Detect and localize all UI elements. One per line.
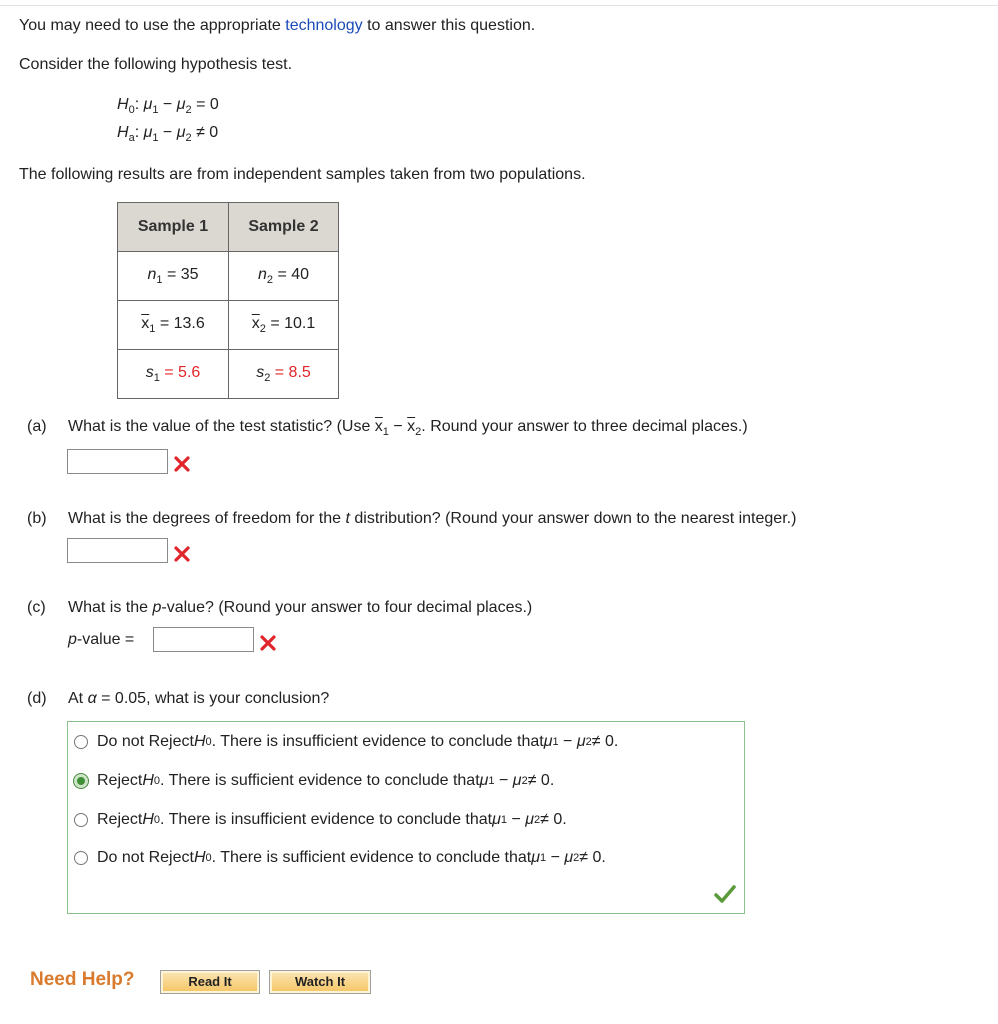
mu1-subscript: 1	[152, 104, 159, 116]
null-hypothesis: $H_0$: $\mu_1 - \mu_2 = 0$	[117, 96, 219, 116]
sub: 1	[149, 323, 156, 335]
choice-text: Reject	[97, 772, 143, 789]
table-row	[118, 252, 339, 301]
radio-button[interactable]	[74, 851, 88, 865]
mu1-subscript: 1	[152, 132, 159, 144]
sub: 0	[153, 814, 161, 826]
n2-value: = 40	[277, 266, 310, 283]
choice-text: ≠ 0.	[591, 733, 619, 750]
question-c-text	[68, 599, 532, 617]
choice-text: Do not Reject	[97, 849, 194, 866]
minus-sign: −	[499, 772, 509, 789]
x1-value: = 13.6	[159, 315, 205, 332]
mu-symbol: μ	[143, 124, 153, 141]
n1-cell: $n_1 = 35$	[118, 252, 229, 301]
sub: 2	[415, 426, 422, 438]
sub: 2	[573, 852, 580, 864]
qa-text-1: What is the value of the test statistic? (Use	[68, 418, 375, 435]
radio-button[interactable]	[74, 813, 88, 827]
h0-expression: = 0	[196, 96, 219, 113]
degrees-of-freedom-input[interactable]	[67, 538, 168, 563]
h-symbol: H	[117, 124, 129, 141]
mu2-subscript: 2	[185, 104, 192, 116]
sub: 1	[488, 775, 495, 787]
qa-text-2: . Round your answer to three decimal places.)	[421, 418, 748, 435]
test-statistic-input[interactable]	[67, 449, 168, 474]
question-c-label: (c)	[27, 599, 46, 616]
s1-value: = 5.6	[164, 364, 201, 381]
minus-sign: −	[550, 849, 560, 866]
s2-value: = 8.5	[274, 364, 311, 381]
sub: 1	[552, 736, 559, 748]
sub: 2	[534, 814, 541, 826]
incorrect-x-icon	[259, 634, 277, 652]
question-b-label: (b)	[27, 510, 47, 527]
read-it-button[interactable]: Read It	[160, 970, 260, 994]
choice-text: . There is insufficient evidence to conclude that	[211, 733, 544, 750]
intro-text-end: to answer this question.	[362, 17, 536, 34]
ha-subscript: a	[128, 132, 135, 144]
mu-symbol: μ	[479, 772, 489, 789]
choice-option[interactable]	[74, 811, 567, 829]
question-a-label: (a)	[27, 418, 47, 435]
sub: 2	[585, 736, 592, 748]
sub: 1	[382, 426, 389, 438]
minus-sign: −	[162, 124, 173, 141]
h-symbol: H	[193, 849, 206, 866]
sample-table	[117, 202, 339, 399]
choice-option[interactable]	[74, 849, 606, 867]
choice-text: ≠ 0.	[527, 772, 555, 789]
question-d-text	[68, 690, 329, 708]
table-row	[118, 350, 339, 399]
qd-text-1: At	[68, 690, 88, 707]
h-symbol: H	[142, 772, 154, 789]
minus-sign: −	[511, 811, 521, 828]
table-header-row	[118, 203, 339, 252]
p-value-label	[68, 631, 134, 649]
qb-t: t	[345, 510, 350, 527]
s1-cell: $s_1 = 5.6$	[118, 350, 229, 399]
conclusion-choices	[67, 721, 745, 914]
sub: 1	[500, 814, 507, 826]
table-row	[118, 301, 339, 350]
sub: 2	[264, 372, 271, 384]
x1-cell: $\overline{x}_1 = 13.6$	[118, 301, 229, 350]
choice-text: Do not Reject	[97, 733, 194, 750]
choice-text: ≠ 0.	[579, 849, 606, 866]
top-divider	[0, 5, 998, 6]
qd-text-2: = 0.05, what is your conclusion?	[96, 690, 330, 707]
mu-symbol: μ	[564, 849, 574, 866]
sub: 0	[153, 775, 161, 787]
s2-cell: $s_2 = 8.5$	[229, 350, 339, 399]
need-help-label: Need Help?	[30, 969, 135, 990]
choice-option[interactable]	[74, 733, 618, 751]
mu2-subscript: 2	[185, 132, 192, 144]
h-symbol: H	[142, 811, 154, 828]
incorrect-x-icon	[173, 545, 191, 563]
qc-text-1: What is the	[68, 599, 153, 616]
consider-text: Consider the following hypothesis test.	[19, 56, 293, 73]
sub: 2	[521, 775, 528, 787]
mu-symbol: μ	[525, 811, 535, 828]
header-sample-1: Sample 1	[118, 203, 229, 252]
choice-text: . There is insufficient evidence to conclude that	[160, 811, 493, 828]
minus-sign: −	[393, 418, 403, 435]
watch-it-button[interactable]: Watch It	[269, 970, 371, 994]
mu-symbol: μ	[543, 733, 553, 750]
qb-text-2: distribution? (Round your answer down to the nearest integer.)	[349, 510, 797, 527]
results-text: The following results are from independent samples taken from two populations.	[19, 166, 586, 183]
sub: 2	[266, 274, 273, 286]
sub: 0	[205, 852, 212, 864]
qc-text-2: -value? (Round your answer to four decimal places.)	[161, 599, 533, 616]
mu-symbol: μ	[512, 772, 522, 789]
mu-symbol: μ	[143, 96, 153, 113]
sub: 1	[540, 852, 547, 864]
ha-expression: ≠ 0	[196, 124, 219, 141]
sub: 1	[156, 274, 163, 286]
intro-line	[19, 17, 535, 35]
qc-p: p	[152, 599, 162, 616]
mu-symbol: μ	[176, 96, 186, 113]
mu-symbol: μ	[576, 733, 586, 750]
mu-symbol: μ	[176, 124, 186, 141]
choice-option-selected[interactable]	[74, 772, 554, 790]
p-value-label-text: -value =	[76, 631, 135, 648]
choice-text: . There is sufficient evidence to conclude that	[160, 772, 480, 789]
x2-value: = 10.1	[270, 315, 316, 332]
h0-subscript: 0	[128, 104, 135, 116]
header-sample-2: Sample 2	[229, 203, 339, 252]
technology-link[interactable]: technology	[285, 17, 363, 34]
qb-text-1: What is the degrees of freedom for the	[68, 510, 346, 527]
n2-cell: $n_2 = 40$	[229, 252, 339, 301]
p-value-input[interactable]	[153, 627, 254, 652]
question-b-text	[68, 510, 796, 528]
choice-text: ≠ 0.	[540, 811, 567, 828]
question-d-label: (d)	[27, 690, 47, 707]
radio-button[interactable]	[74, 735, 88, 749]
h-symbol: H	[193, 733, 206, 750]
minus-sign: −	[162, 96, 173, 113]
mu-symbol: μ	[492, 811, 501, 828]
sub: 1	[153, 372, 160, 384]
p-letter: p	[68, 631, 77, 648]
correct-check-icon	[714, 884, 736, 904]
intro-text: You may need to use the appropriate	[19, 17, 286, 34]
incorrect-x-icon	[173, 455, 191, 473]
choice-text: Reject	[97, 811, 143, 828]
question-a-text: What is the value of the test statistic? (Use $\overline{x}_1 - \overline{x}_2$. Round your answer to three decimal places.)	[68, 418, 748, 438]
sub: 0	[205, 736, 212, 748]
choice-text: . There is sufficient evidence to conclude that	[211, 849, 532, 866]
minus-sign: −	[563, 733, 573, 750]
mu-symbol: μ	[531, 849, 540, 866]
h-symbol: H	[117, 96, 129, 113]
radio-button-selected[interactable]	[74, 774, 88, 788]
n1-value: = 35	[166, 266, 199, 283]
x2-cell: $\overline{x}_2 = 10.1$	[229, 301, 339, 350]
alternative-hypothesis: $H_a$: $\mu_1 - \mu_2 \ne 0$	[117, 124, 219, 144]
alpha-symbol: α	[87, 690, 97, 707]
sub: 2	[259, 323, 266, 335]
